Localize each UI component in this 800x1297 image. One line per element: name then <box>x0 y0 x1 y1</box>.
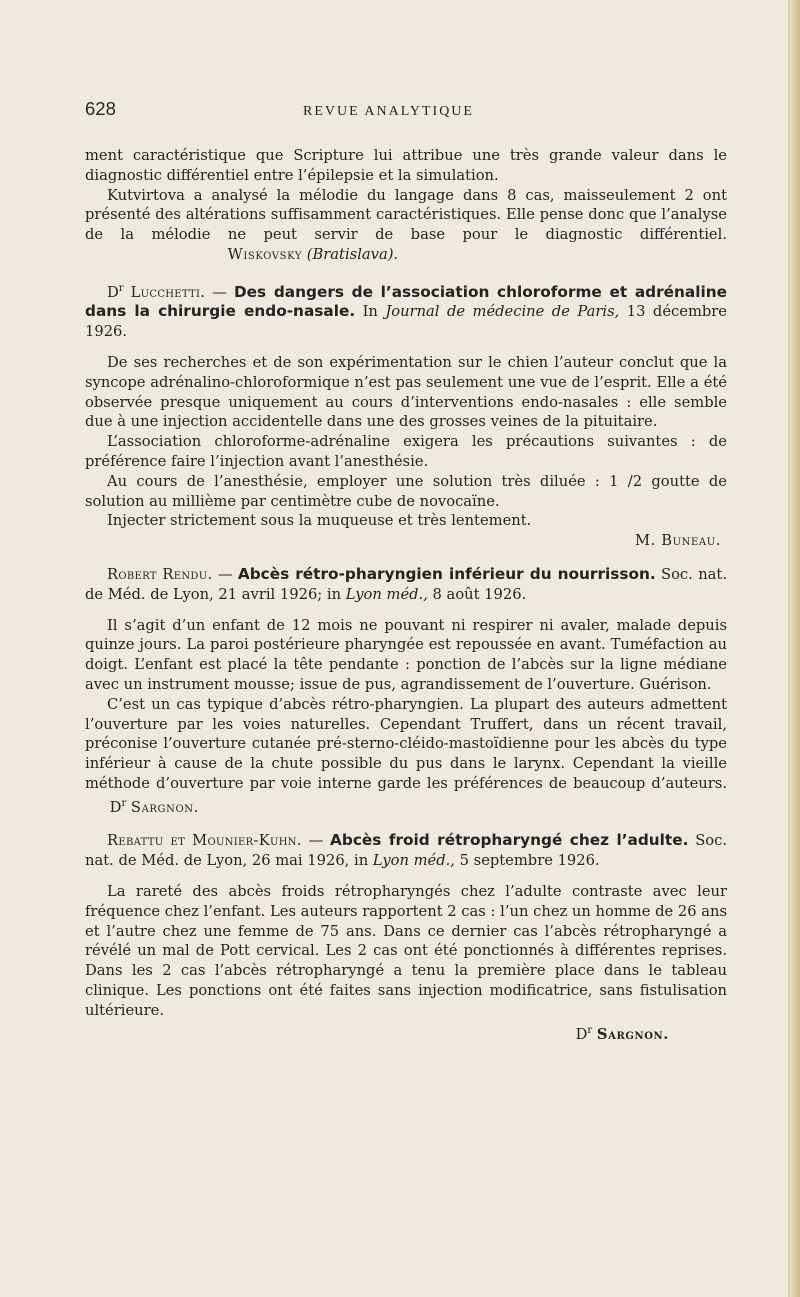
journal-name: Lyon méd., <box>372 852 455 870</box>
signature-title: $D^r$ <box>109 797 127 816</box>
abstract-paragraph: La rareté des abcès froids rétropharyngés chez l’adulte contraste avec leur fréquence chez l’enfant. Les auteurs rapportent 2 cas : l’un chez un homme de 26 ans et l’autre chez une femme de 75 ans. Dans ce dernier cas l’abcès rétropharyngé a révélé un mal de Pott cervical. Les 2 cas ont été ponctionnés à différentes reprises. Dans les 2 cas l’abcès rétropharyngé a tenu la première place dans le tableau clinique. Les ponctions ont été faites sans injection modificatrice, sans fistulisation ultérieure. <box>85 883 727 1019</box>
continuation-paragraph: ment caractéristique que Scripture lui attribue une très grande valeur dans le diagnostic différentiel entre l’épilepsie et la simulation. <box>85 147 727 184</box>
page-header <box>85 98 725 124</box>
abstract-paragraph <box>85 695 727 818</box>
abstract-title: Abcès rétro-pharyngien inférieur du nourrisson. <box>237 565 656 584</box>
abstract-paragraph: Injecter strictement sous la muqueuse et très lentement. <box>107 512 532 530</box>
page-edge <box>790 0 800 1297</box>
signature-place: (Bratislava). <box>306 245 399 263</box>
abstract-heading <box>85 565 727 605</box>
abstract-paragraph: Au cours de l’anesthésie, employer une solution très diluée : 1 /2 goutte de solution au millième par centimètre cube de novocaïne. <box>85 472 727 510</box>
journal-name: Journal de médecine de Paris, <box>385 303 620 321</box>
abstract-title: Abcès froid rétropharyngé chez l’adulte. <box>330 831 689 850</box>
signature-title: $D^r$ <box>575 1024 593 1043</box>
source-text: In <box>355 303 386 321</box>
author-name: Robert Rendu. <box>107 566 213 584</box>
abstract-paragraph: L’association chloroforme-adrénaline exigera les précautions suivantes : de préférence faire l’injection avant l’anesthésie. <box>85 433 727 471</box>
source-date: 8 août 1926. <box>427 585 527 603</box>
source-text: Soc. nat. de Méd. de Lyon, 21 avril 1926; in <box>85 566 727 603</box>
author-title: $D^r$ <box>107 282 124 301</box>
paragraph-text: C’est un cas typique d’abcès rétro-pharyngien. La plupart des auteurs admettent l’ouverture par les voies naturelles. Cependant Truffert, dans un récent travail, préconise l’ouverture cutanée pré-sterno-cléido-mastoïdienne pour les abcès du type inférieur à cause de la chute possible du pus dans le larynx. Cependant la vieille méthode d’ouverture par voie interne garde les préférences de beaucoup d’auteurs. <box>85 695 727 792</box>
source-date: 5 septembre 1926. <box>454 852 600 870</box>
abstract-title: Des dangers de l’association chloroforme et adrénaline dans la chirurgie endo-nasale. <box>85 282 728 321</box>
source-date: 13 décembre 1926. <box>85 303 727 341</box>
separator-dash: — <box>301 832 331 850</box>
source-text: Soc. nat. de Méd. de Lyon, 26 mai 1926, in <box>85 832 728 870</box>
signature-name: Wiskovsky <box>227 245 303 263</box>
signature-name: Sargnon. <box>130 798 199 816</box>
abstract-signature <box>85 1021 727 1045</box>
abstract-signature <box>85 531 727 551</box>
running-title: REVUE ANALYTIQUE <box>303 104 474 119</box>
journal-name: Lyon méd., <box>345 585 428 603</box>
abstract-paragraph: Il s’agit d’un enfant de 12 mois ne pouvant ni respirer ni avaler, malade depuis quinze jours. La paroi postérieure pharyngée est repoussée en avant. Tuméfaction au doigt. L’enfant est placé la tête pendante : ponction de l’abcès sur la ligne médiane avec un instrument mousse; issue de pus, agrandissement de l’ouverture. Guérison. <box>85 616 727 694</box>
separator-dash: — <box>212 566 238 584</box>
author-name: Lucchetti. <box>130 283 206 301</box>
signature-name: M. Buneau. <box>635 532 721 550</box>
author-name: Rebattu et Mounier-Kuhn. <box>107 832 302 850</box>
page-number: 628 <box>85 98 116 119</box>
abstract-heading <box>85 831 727 871</box>
page-body <box>85 146 727 1044</box>
abstract-heading <box>85 279 727 342</box>
separator-dash: — <box>205 283 234 301</box>
abstract-paragraph: De ses recherches et de son expérimentation sur le chien l’auteur conclut que la syncope adrénalino-chloroformique n’est pas seulement une vue de l’esprit. Elle a été observée presque uniquement au cours d’interventions endo-nasales : elle semble due à une injection accidentelle dans une des grosses veines de la pituitaire. <box>85 354 727 431</box>
signature-name: Sargnon. <box>596 1025 669 1043</box>
paragraph-text: Kutvirtova a analysé la mélodie du langage dans 8 cas, maisseulement 2 ont présenté des altérations suffisamment caractéristiques. Elle pense donc que l’analyse de la mélodie ne peut servir de base pour le diagnostic différentiel. <box>85 186 727 244</box>
continuation-paragraph <box>85 186 727 265</box>
